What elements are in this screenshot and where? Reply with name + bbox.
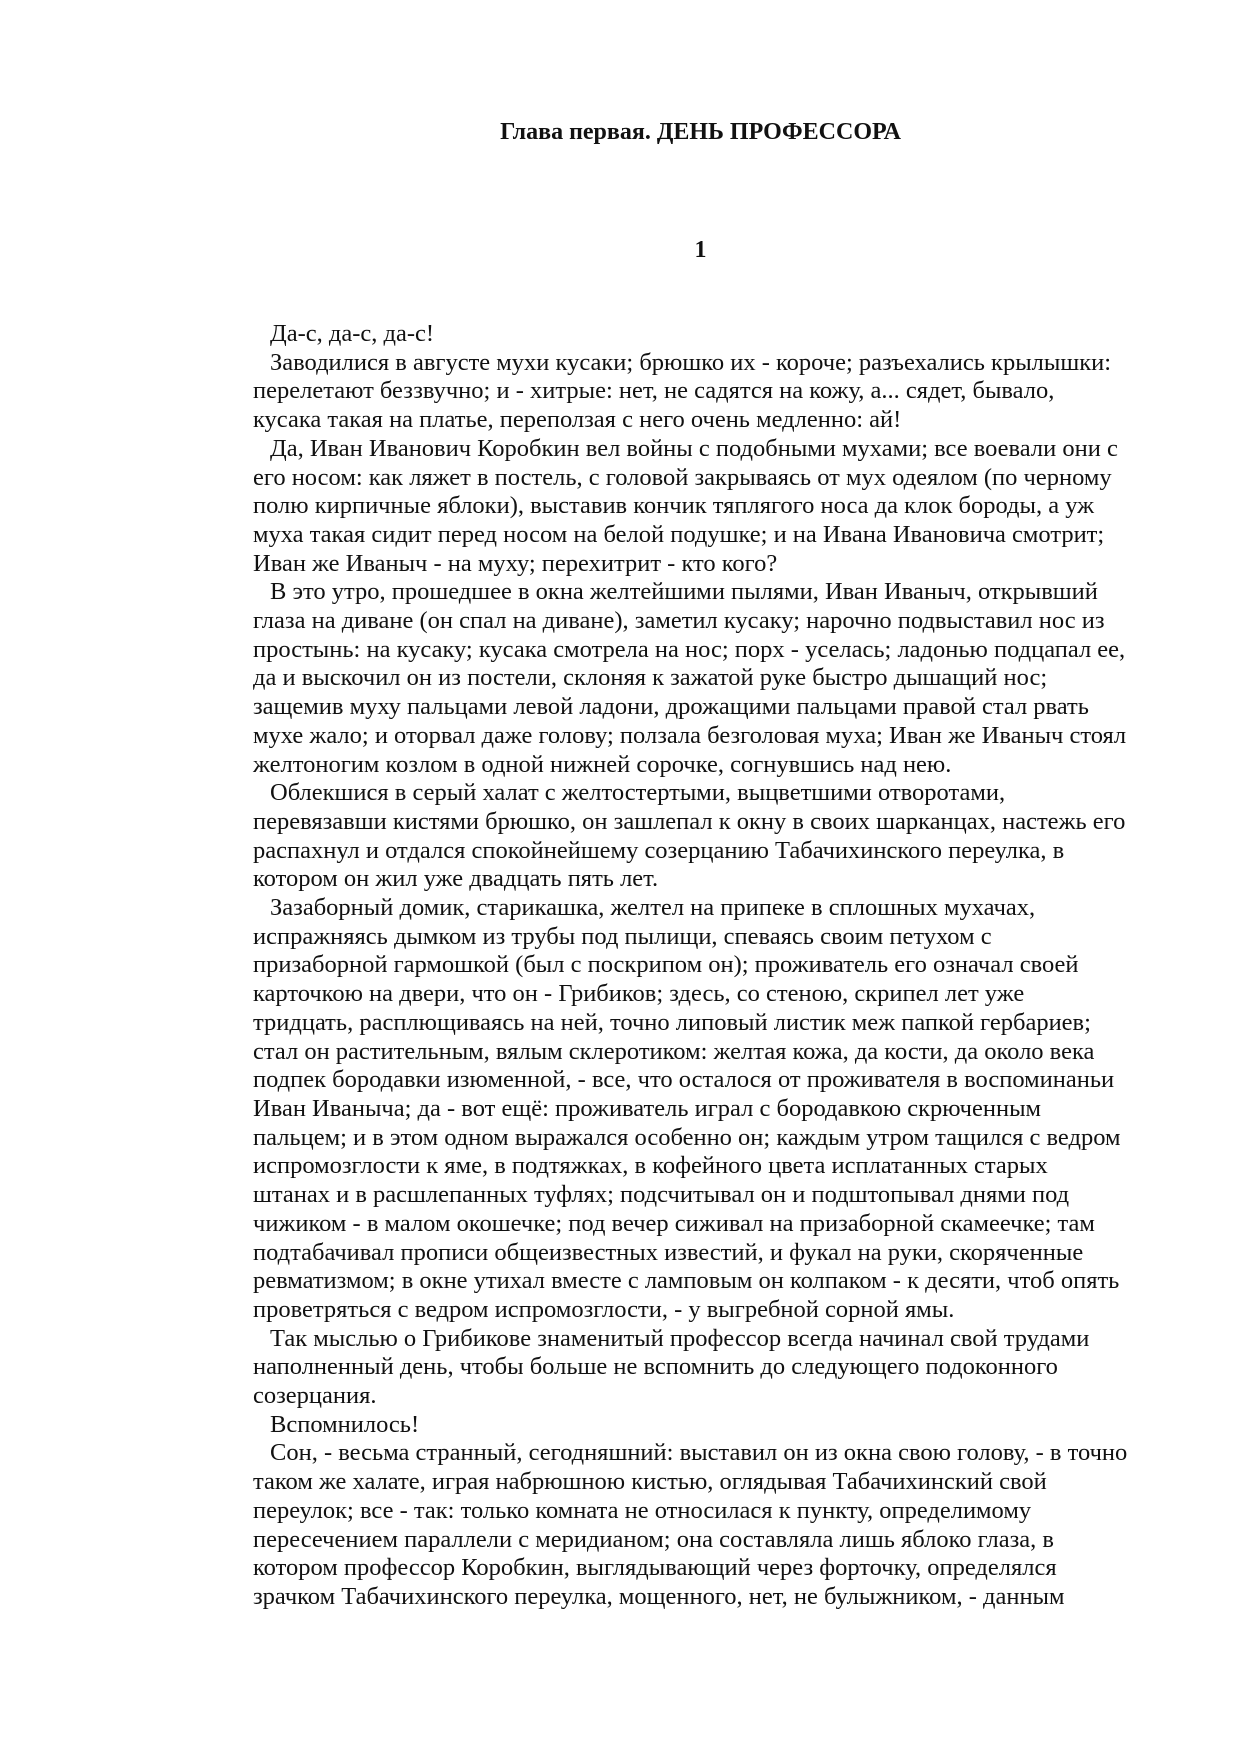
text-line: Да-с, да-с, да-с! [270,320,435,347]
text-line: тридцать, расплющиваясь на ней, точно липовый листик меж папкой гербариев; [253,1008,1091,1036]
paragraph [253,578,1149,779]
text-line: Да, Иван Иванович Коробкин вел войны с подобными мухами; все воевали они с [270,434,1118,462]
text-line: Облекшися в серый халат с желтостертыми, выцветшими отворотами, [270,779,1006,807]
text-line: Зазаборный домик, старикашка, желтел на припеке в сплошных мухачах, [270,894,1036,922]
paragraph [253,435,1149,579]
chapter-title: Глава первая. ДЕНЬ ПРОФЕССОРА [500,119,901,145]
text-line: муха такая сидит перед носом на белой подушке; и на Ивана Ивановича смотрит; [253,520,1105,548]
text-line: штанах и в расшлепанных туфлях; подсчитывал он и подштопывал днями под [253,1181,1070,1209]
text-line: Так мыслью о Грибикове знаменитый профессор всегда начинал свой трудами [270,1324,1090,1352]
text-line: глаза на диване (он спал на диване), заметил кусаку; нарочно подвыставил нос из [253,607,1105,635]
text-line: испромозглости к яме, в подтяжках, в кофейного цвета исплатанных старых [253,1152,1048,1180]
text-line: призаборной гармошкой (был с поскрипом он); проживатель его означал своей [253,951,1079,979]
text-line: пальцем; и в этом одном выражался особенно он; каждым утром тащился с ведром [253,1123,1121,1151]
paragraph [253,1439,1149,1611]
text-line: его носом: как ляжет в постель, с головой закрываясь от мух одеялом (по черному [253,463,1112,491]
text-line: полю кирпичные яблоки), выставив кончик тяплягого носа да клок бороды, а уж [253,492,1095,520]
text-line: ревматизмом; в окне утихал вместе с ламповым он колпаком - к десяти, чтоб опять [253,1267,1120,1295]
text-line: таком же халате, играя набрюшною кистью, оглядывая Табачихинский свой [253,1468,1047,1496]
text-line: переулок; все - так: только комната не относилася к пункту, определимому [253,1496,1032,1524]
text-line: Сон, - весьма странный, сегодняшний: выставил он из окна свою голову, - в точно [270,1439,1128,1467]
text-line: желтоногим козлом в одной нижней сорочке, согнувшись над нею. [253,750,952,778]
text-line: Иван Иваныча; да - вот ещё: проживатель играл с бородавкою скрюченным [253,1094,1042,1122]
text-line: стал он растительным, вялым склеротиком: желтая кожа, да кости, да около века [253,1037,1095,1065]
paragraph [253,894,1149,1325]
text-line: зрачком Табачихинского переулка, мощенного, нет, не булыжником, - данным [253,1582,1065,1610]
text-line: подтабачивал прописи общеизвестных известий, и фукал на руки, скоряченные [253,1238,1084,1266]
text-line: перелетают беззвучно; и - хитрые: нет, не садятся на кожу, а... сядет, бывало, [253,377,1055,405]
text-line: В это утро, прошедшее в окна желтейшими пылями, Иван Иваныч, открывший [270,578,1098,606]
text-line: подпек бородавки изюменной, - все, что осталося от проживателя в воспоминаньи [253,1066,1115,1094]
text-line: мухе жало; и оторвал даже голову; ползала безголовая муха; Иван же Иваныч стоял [253,721,1127,749]
text-line: перевязавши кистями брюшко, он зашлепал к окну в своих шарканцах, настежь его [253,807,1126,835]
paragraph [253,779,1149,894]
paragraph [253,1325,1149,1411]
text-line: защемив муху пальцами левой ладони, дрожащими пальцами правой стал рвать [253,693,1089,721]
text-line: кусака такая на платье, переползая с него очень медленно: ай! [253,406,902,434]
text-line: простынь: на кусаку; кусака смотрела на нос; порх - уселась; ладонью подцапал ее, [253,635,1126,663]
text-line: Заводилися в августе мухи кусаки; брюшко их - короче; разъехались крылышки: [270,348,1112,376]
text-line: пересечением параллели с меридианом; она составляла лишь яблоко глаза, в [253,1525,1054,1553]
text-line: карточкою на двери, что он - Грибиков; здесь, со стеною, скрипел лет уже [253,980,1025,1008]
section-number: 1 [694,237,707,263]
paragraph [253,1411,1149,1440]
text-line: проветряться с ведром испромозглости, - у выгребной сорной ямы. [253,1295,955,1323]
text-line: наполненный день, чтобы больше не вспомнить до следующего подоконного [253,1353,1058,1381]
text-line: созерцания. [253,1382,377,1410]
body-text [253,320,1149,1612]
text-line: котором он жил уже двадцать пять лет. [253,865,659,893]
text-line: испражняясь дымком из трубы под пылищи, спеваясь своим петухом с [253,922,992,950]
text-line: чижиком - в малом окошечке; под вечер сиживал на призаборной скамеечке; там [253,1209,1095,1237]
text-line: котором профессор Коробкин, выглядывающий через форточку, определялся [253,1554,1057,1582]
text-line: распахнул и отдался спокойнейшему созерцанию Табачихинского переулка, в [253,836,1065,864]
text-line: Вспомнилось! [270,1410,420,1438]
text-line: Иван же Иваныч - на муху; перехитрит - кто кого? [253,549,778,577]
text-line: да и выскочил он из постели, склоняя к зажатой руке быстро дышащий нос; [253,664,1048,692]
paragraph [253,349,1149,435]
paragraph [253,320,1149,349]
